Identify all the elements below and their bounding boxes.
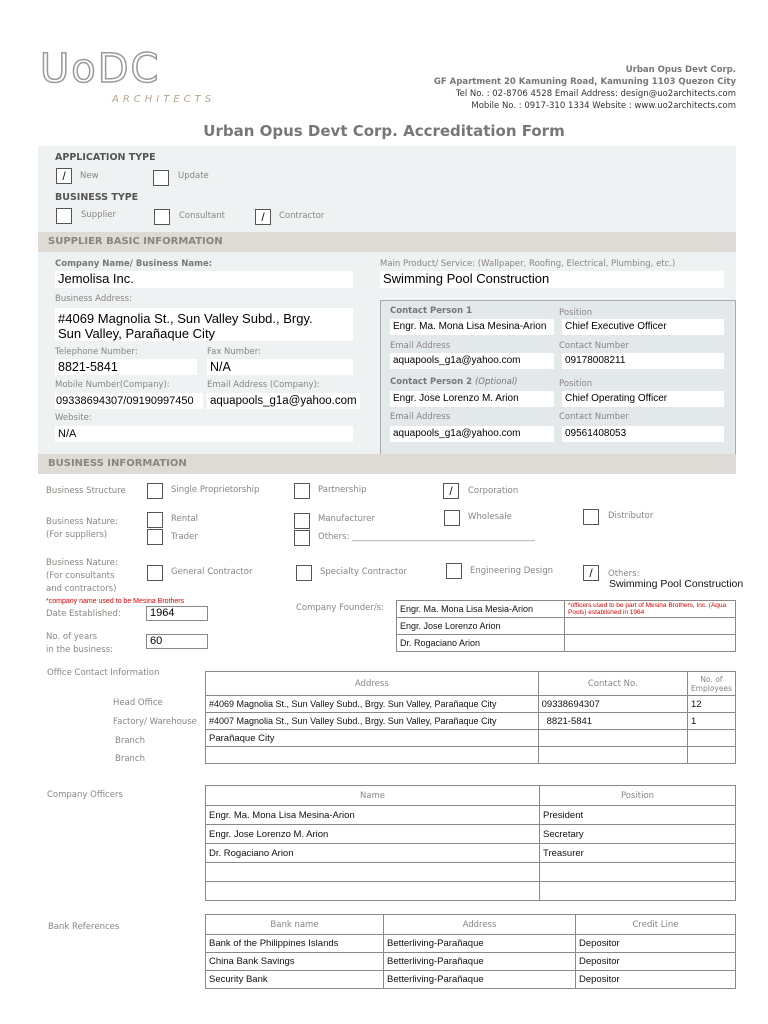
address-line-2: Sun Valley, Parañaque City	[58, 326, 216, 341]
table-row	[206, 825, 736, 844]
office-employees-cell[interactable]	[687, 747, 735, 764]
office-type-branch: Branch	[115, 736, 145, 746]
application-type-heading: APPLICATION TYPE	[55, 152, 156, 163]
bank-name-cell[interactable]: Security Bank	[206, 971, 384, 989]
contact2-title: Contact Person 2	[390, 377, 472, 387]
table-header-row	[206, 915, 736, 935]
update-label: Update	[178, 171, 209, 181]
telephone-label: Telephone Number:	[55, 347, 138, 357]
contact2-email-label: Email Address	[390, 412, 451, 422]
credit-line-header: Credit Line	[576, 915, 736, 935]
position-header: Position	[540, 786, 736, 806]
rental-checkbox[interactable]	[147, 512, 163, 528]
founders-table	[396, 600, 736, 652]
table-row	[397, 618, 736, 635]
update-checkbox[interactable]	[153, 170, 169, 186]
bank-credit-cell[interactable]: Depositor	[576, 935, 736, 953]
bank-name-cell[interactable]: Bank of the Philippines Islands	[206, 935, 384, 953]
officer-position-cell[interactable]: Secretary	[540, 825, 736, 844]
company-mobile: Mobile No. : 0917-310 1334 Website : www.uo2architects.com	[471, 101, 736, 111]
officer-position-cell[interactable]: President	[540, 806, 736, 825]
office-contact-cell[interactable]	[538, 747, 687, 764]
officers-table	[205, 785, 736, 901]
others-contractor-checkbox[interactable]: /	[583, 565, 599, 581]
specialty-contractor-checkbox[interactable]	[296, 565, 312, 581]
office-contact-cell[interactable]: 09338694307	[538, 696, 687, 713]
officer-name-cell[interactable]: Engr. Jose Lorenzo M. Arion	[206, 825, 540, 844]
company-email-label: Email Address (Company):	[207, 380, 320, 390]
bank-credit-cell[interactable]: Depositor	[576, 953, 736, 971]
bank-address-cell[interactable]: Betterliving-Parañaque	[384, 953, 576, 971]
contact1-email-label: Email Address	[390, 341, 451, 351]
office-employees-cell[interactable]: 12	[687, 696, 735, 713]
company-name-note: *company name used to be Mesina Brothers	[46, 598, 185, 605]
office-address-cell[interactable]: #4007 Magnolia St., Sun Valley Subd., Brgy. Sun Valley, Parañaque City	[206, 713, 539, 730]
new-checkbox[interactable]: /	[56, 168, 72, 184]
office-employees-cell[interactable]: 1	[687, 713, 735, 730]
supplier-label: Supplier	[81, 210, 117, 220]
website-label: Website:	[55, 413, 92, 423]
officer-position-cell[interactable]	[540, 882, 736, 901]
supplier-heading: SUPPLIER BASIC INFORMATION	[38, 232, 736, 252]
office-employees-cell[interactable]	[687, 730, 735, 747]
nature-supplier-line1: Business Nature:	[46, 517, 118, 527]
founder-cell[interactable]: Dr. Rogaciano Arion	[397, 635, 565, 652]
business-address-label: Business Address:	[55, 294, 132, 304]
officer-position-cell[interactable]: Treasurer	[540, 844, 736, 863]
office-contact-label: Office Contact Information	[47, 668, 160, 678]
product-label: Main Product/ Service: (Wallpaper, Roofing, Electrical, Plumbing, etc.)	[380, 259, 676, 269]
wholesale-checkbox[interactable]	[444, 510, 460, 526]
manufacturer-label: Manufacturer	[318, 514, 375, 524]
product-field[interactable]: Swimming Pool Construction	[380, 271, 724, 288]
trader-checkbox[interactable]	[147, 529, 163, 545]
corporation-label: Corporation	[468, 486, 519, 496]
website-field[interactable]: N/A	[55, 426, 353, 442]
engineering-design-checkbox[interactable]	[446, 563, 462, 579]
years-line1: No. of years	[46, 632, 98, 642]
nature-supplier-line2: (For suppliers)	[46, 530, 108, 540]
table-row	[206, 696, 736, 713]
logo-letters: UoDC	[40, 48, 161, 92]
office-address-cell[interactable]: #4069 Magnolia St., Sun Valley Subd., Brgy. Sun Valley, Parañaque City	[206, 696, 539, 713]
mobile-field[interactable]: 09338694307/09190997450	[55, 393, 203, 409]
bank-address-cell[interactable]: Betterliving-Parañaque	[384, 935, 576, 953]
bank-address-cell[interactable]: Betterliving-Parañaque	[384, 971, 576, 989]
founder-cell[interactable]: Engr. Ma. Mona Lisa Mesia-Arion	[397, 601, 565, 618]
address-line-1: #4069 Magnolia St., Sun Valley Subd., Brgy.	[58, 311, 313, 326]
form-title: Urban Opus Devt Corp. Accreditation Form	[203, 122, 565, 140]
sole-checkbox[interactable]	[147, 483, 163, 499]
fax-field[interactable]: N/A	[207, 359, 353, 375]
officer-position-cell[interactable]	[540, 863, 736, 882]
manufacturer-checkbox[interactable]	[294, 513, 310, 529]
table-row	[206, 882, 736, 901]
contact2-name-field[interactable]: Engr. Jose Lorenzo M. Arion	[390, 391, 554, 407]
bank-address-header: Address	[384, 915, 576, 935]
distributor-checkbox[interactable]	[583, 509, 599, 525]
office-type-factory: Factory/ Warehouse	[113, 717, 197, 727]
nature-contractor-line1: Business Nature:	[46, 558, 118, 568]
contact2-optional: (Optional)	[474, 377, 518, 387]
founder-note: *officers used to be part of Mesina Brothers, Inc. (Aqua Pools) established in 1964	[565, 601, 736, 618]
company-address: GF Apartment 20 Kamuning Road, Kamuning 1103 Quezon City	[433, 77, 736, 87]
table-row	[397, 601, 736, 618]
company-tel: Tel No. : 02-8706 4528 Email Address: design@uo2architects.com	[455, 89, 736, 99]
name-header: Name	[206, 786, 540, 806]
general-contractor-checkbox[interactable]	[147, 565, 163, 581]
contact2-number-field[interactable]: 09561408053	[562, 426, 724, 442]
contact1-email-field[interactable]: aquapools_g1a@yahoo.com	[390, 353, 554, 369]
logo-sub: ARCHITECTS	[112, 94, 216, 105]
bank-credit-cell[interactable]: Depositor	[576, 971, 736, 989]
table-row	[206, 935, 736, 953]
nature-supplier-label	[46, 516, 118, 542]
partnership-label: Partnership	[318, 485, 367, 495]
new-label: New	[80, 171, 99, 181]
office-table	[205, 671, 736, 764]
table-row	[206, 713, 736, 730]
bank-table	[205, 914, 736, 989]
employees-header: No. of Employees	[687, 672, 735, 696]
trader-label: Trader	[171, 532, 198, 542]
contractor-checkbox[interactable]: /	[255, 209, 271, 225]
specialty-contractor-label: Specialty Contractor	[320, 567, 407, 577]
business-info-heading: BUSINESS INFORMATION	[38, 454, 736, 474]
office-address-cell[interactable]	[206, 747, 539, 764]
table-row	[206, 806, 736, 825]
business-structure-label: Business Structure	[46, 486, 126, 496]
office-type-head: Head Office	[113, 698, 163, 708]
business-address-field[interactable]	[55, 308, 353, 341]
founder-empty-cell[interactable]	[565, 635, 736, 652]
bank-name-cell[interactable]: China Bank Savings	[206, 953, 384, 971]
table-row	[206, 953, 736, 971]
fax-label: Fax Number:	[207, 347, 261, 357]
mobile-label: Mobile Number(Company):	[55, 380, 170, 390]
wholesale-label: Wholesale	[468, 512, 512, 522]
general-contractor-label: General Contractor	[171, 567, 253, 577]
corporation-checkbox[interactable]: /	[443, 483, 459, 499]
contact2-position-field[interactable]: Chief Operating Officer	[562, 391, 724, 407]
table-header-row	[206, 786, 736, 806]
bank-name-header: Bank name	[206, 915, 384, 935]
company-info	[434, 64, 736, 112]
contact2-position-label: Position	[559, 379, 593, 389]
others-supplier-line[interactable]: Others: ___________________________________________	[318, 532, 535, 542]
table-header-row	[206, 672, 736, 696]
nature-contractor-line2: (For consultants	[46, 571, 115, 581]
office-contact-cell[interactable]	[538, 730, 687, 747]
others-contractor-value[interactable]: Swimming Pool Construction	[609, 578, 744, 590]
officer-name-cell[interactable]: Dr. Rogaciano Arion	[206, 844, 540, 863]
contact2-email-field[interactable]: aquapools_g1a@yahoo.com	[390, 426, 554, 442]
founders-label: Company Founder/s:	[296, 603, 384, 613]
founder-cell[interactable]: Engr. Jose Lorenzo Arion	[397, 618, 565, 635]
officer-name-cell[interactable]	[206, 863, 540, 882]
consultant-checkbox[interactable]	[154, 209, 170, 225]
nature-contractor-line3: and contractors)	[46, 584, 117, 594]
business-type-heading: BUSINESS TYPE	[55, 192, 139, 203]
years-line2: in the business:	[46, 645, 114, 655]
contact1-heading: Contact Person 1	[390, 306, 472, 316]
officer-name-cell[interactable]: Engr. Ma. Mona Lisa Mesina-Arion	[206, 806, 540, 825]
nature-contractor-label	[46, 557, 118, 596]
table-row	[397, 635, 736, 652]
date-established-label: Date Established:	[46, 609, 121, 619]
years-label	[46, 631, 113, 657]
company-name: Urban Opus Devt Corp.	[625, 65, 736, 75]
others-supplier-checkbox[interactable]	[294, 530, 310, 546]
date-established-field[interactable]: 1964	[146, 606, 208, 621]
office-contact-cell[interactable]: 8821-5841	[538, 713, 687, 730]
company-name-label: Company Name/ Business Name:	[55, 259, 213, 269]
consultant-label: Consultant	[179, 211, 225, 221]
distributor-label: Distributor	[608, 511, 654, 521]
officer-name-cell[interactable]	[206, 882, 540, 901]
company-name-field[interactable]: Jemolisa Inc.	[55, 271, 353, 288]
table-row	[206, 730, 736, 747]
contact2-heading	[390, 377, 518, 387]
table-row	[206, 747, 736, 764]
bank-references-label: Bank References	[48, 922, 120, 932]
others-contractor-label: Others:	[608, 569, 640, 579]
years-field[interactable]: 60	[146, 634, 208, 649]
office-address-cell[interactable]: Parañaque City	[206, 730, 539, 747]
contact1-position-label: Position	[559, 308, 593, 318]
contact-header: Contact No.	[538, 672, 687, 696]
rental-label: Rental	[171, 514, 199, 524]
contact2-number-label: Contact Number	[559, 412, 629, 422]
company-email-field[interactable]: aquapools_g1a@yahoo.com	[207, 393, 360, 409]
contact1-number-field[interactable]: 09178008211	[562, 353, 724, 369]
office-type-branch-2: Branch	[115, 754, 145, 764]
telephone-field[interactable]: 8821-5841	[55, 359, 197, 375]
partnership-checkbox[interactable]	[294, 483, 310, 499]
table-row	[206, 971, 736, 989]
table-row	[206, 844, 736, 863]
contractor-label: Contractor	[279, 211, 325, 221]
engineering-design-label: Engineering Design	[470, 566, 554, 576]
contact1-name-field[interactable]: Engr. Ma. Mona Lisa Mesina-Arion	[390, 319, 554, 335]
sole-label: Single Proprietorship	[171, 485, 260, 495]
uodc-logo	[40, 48, 260, 108]
address-header: Address	[206, 672, 539, 696]
contact1-number-label: Contact Number	[559, 341, 629, 351]
contact1-position-field[interactable]: Chief Executive Officer	[562, 319, 724, 335]
company-officers-label: Company Officers	[47, 790, 123, 800]
founder-empty-cell[interactable]	[565, 618, 736, 635]
table-row	[206, 863, 736, 882]
supplier-checkbox[interactable]	[56, 208, 72, 224]
